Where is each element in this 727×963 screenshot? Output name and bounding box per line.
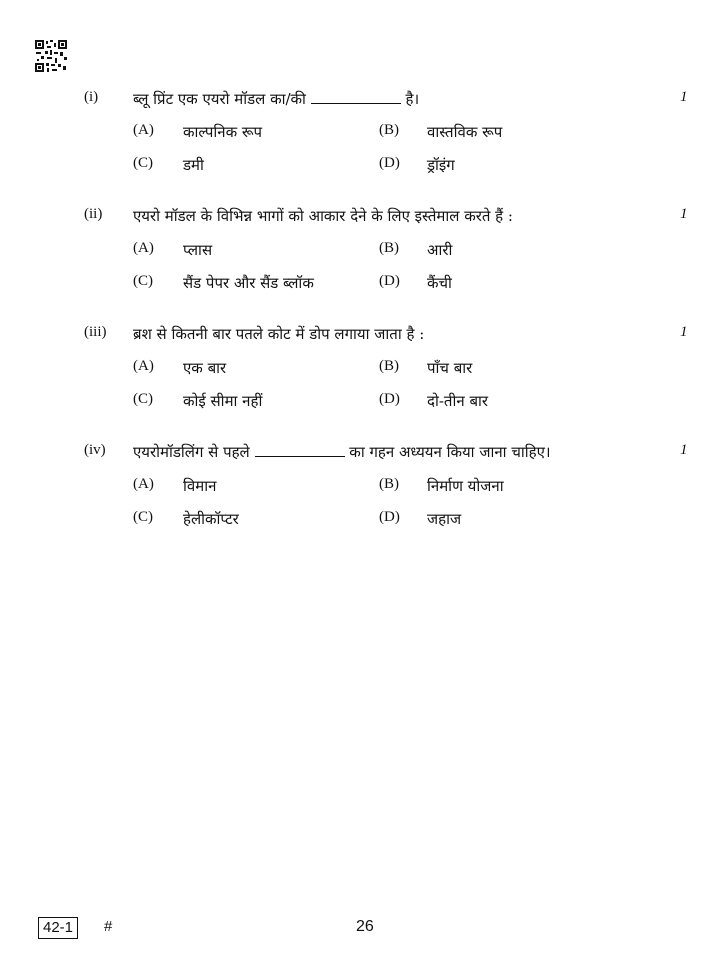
paper-code: 42-1 (38, 917, 78, 939)
option-text: वास्तविक रूप (427, 123, 503, 141)
answer-blank (255, 456, 345, 457)
question-text: एयरोमॉडलिंग से पहले का गहन अध्ययन किया जाना चाहिए। (133, 443, 551, 461)
option-text: प्लास (183, 241, 213, 259)
option-label: (A) (133, 358, 154, 374)
option-text: पाँच बार (427, 359, 473, 377)
question-number: (i) (84, 89, 99, 105)
question-text: ब्रश से कितनी बार पतले कोट में डोप लगाया जाता है : (133, 325, 425, 343)
question-number: (ii) (84, 206, 103, 222)
option-text: निर्माण योजना (427, 477, 504, 495)
marks: 1 (680, 89, 688, 105)
option-label: (A) (133, 476, 154, 492)
option-label: (B) (379, 122, 399, 138)
option-text: सैंड पेपर और सैंड ब्लॉक (183, 274, 314, 292)
option-label: (B) (379, 476, 399, 492)
option-label: (B) (379, 358, 399, 374)
option-text: हेलीकॉप्टर (183, 510, 239, 528)
hash-mark: # (104, 918, 113, 935)
option-text: काल्पनिक रूप (183, 123, 263, 141)
option-label: (D) (379, 155, 400, 171)
option-label: (C) (133, 273, 153, 289)
option-text: डमी (183, 156, 204, 174)
option-text: आरी (427, 241, 453, 259)
question-text: एयरो मॉडल के विभिन्न भागों को आकार देने के लिए इस्तेमाल करते हैं : (133, 207, 513, 225)
option-label: (D) (379, 391, 400, 407)
option-label: (A) (133, 240, 154, 256)
marks: 1 (680, 324, 688, 340)
marks: 1 (680, 442, 688, 458)
option-text: दो-तीन बार (427, 392, 489, 410)
option-label: (D) (379, 509, 400, 525)
page-number: 26 (356, 918, 374, 935)
option-label: (C) (133, 391, 153, 407)
qr-code (35, 40, 67, 72)
answer-blank (311, 103, 401, 104)
option-text: जहाज (427, 510, 462, 528)
question-number: (iv) (84, 442, 106, 458)
option-label: (A) (133, 122, 154, 138)
option-text: कोई सीमा नहीं (183, 392, 263, 410)
option-text: एक बार (183, 359, 227, 377)
option-label: (C) (133, 509, 153, 525)
option-text: कैंची (427, 274, 452, 292)
option-text: विमान (183, 477, 217, 495)
question-text: ब्लू प्रिंट एक एयरो मॉडल का/की है। (133, 90, 420, 108)
option-label: (C) (133, 155, 153, 171)
option-label: (D) (379, 273, 400, 289)
option-label: (B) (379, 240, 399, 256)
marks: 1 (680, 206, 688, 222)
question-number: (iii) (84, 324, 107, 340)
option-text: ड्रॉइंग (427, 156, 455, 174)
